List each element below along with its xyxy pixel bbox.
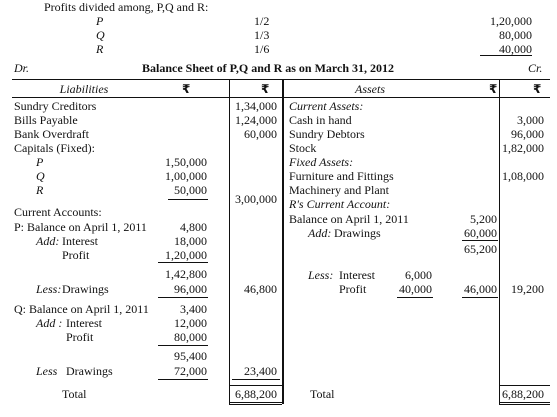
fixed-assets-label: Fixed Assets: (289, 155, 354, 169)
profit-amount-q: 80,000 (499, 28, 532, 42)
liabilities-total-amount: 6,88,200 (235, 387, 277, 401)
liabilities-total-label: Total (62, 387, 87, 401)
p-drawings-rule (158, 297, 208, 298)
profits-title: Profits divided among, P,Q and R: (44, 0, 209, 14)
capital-q-label: Q (36, 169, 45, 183)
p-balance-amount: 4,800 (180, 220, 207, 234)
assets-total-label: Total (310, 387, 335, 401)
q-drawings-amount: 72,000 (174, 364, 207, 378)
capitals-total-amount: 3,00,000 (235, 192, 277, 206)
r-drawings-amount: 60,000 (464, 226, 497, 240)
p-subtotal-amount: 1,42,800 (165, 267, 207, 281)
q-balance-label: Q: Balance on April 1, 2011 (14, 302, 149, 316)
q-subtotal-amount: 95,400 (174, 349, 207, 363)
furniture-label: Furniture and Fittings (289, 169, 394, 183)
liab-total-double-rule (229, 404, 282, 405)
stock-amount: 1,82,000 (502, 141, 544, 155)
p-drawings-amount: 96,000 (174, 282, 207, 296)
r-deduction-rule (462, 297, 498, 298)
p-drawings-label: Drawings (62, 282, 109, 296)
cash-in-hand-amount: 3,000 (517, 113, 544, 127)
sundry-debtors-amount: 96,000 (511, 127, 544, 141)
center-divider-rule (283, 79, 284, 404)
p-less-label: Less: (36, 282, 62, 296)
profit-partner-q: Q (96, 28, 105, 42)
r-balance-label: Balance on April 1, 2011 (289, 212, 409, 226)
capitals-label: Capitals (Fixed): (14, 141, 95, 155)
bills-payable-label: Bills Payable (14, 113, 78, 127)
furniture-amount: 1,08,000 (502, 169, 544, 183)
r-deduction-amount: 46,000 (464, 282, 497, 296)
q-less-label: Less (36, 364, 58, 378)
p-profit-amount: 1,20,000 (165, 248, 207, 262)
r-interest-amount: 6,000 (405, 268, 432, 282)
profit-ratio-p: 1/2 (254, 14, 270, 28)
q-subtotal-rule (158, 345, 208, 346)
r-profit-label: Profit (339, 282, 367, 296)
profit-underline (480, 55, 532, 56)
bank-overdraft-label: Bank Overdraft (14, 127, 89, 141)
r-profit-rule (397, 297, 433, 298)
capital-underline (168, 199, 208, 200)
r-drawings-label: Drawings (334, 226, 381, 240)
p-add-label: Add: (36, 234, 60, 248)
assets-total-bottom-rule (499, 402, 550, 403)
liab-total-bottom-rule (229, 402, 282, 403)
q-interest-label: Interest (66, 316, 102, 330)
liabilities-header: Liabilities (59, 82, 109, 96)
sundry-debtors-label: Sundry Debtors (289, 127, 365, 141)
r-drawings-rule (462, 240, 498, 241)
q-drawings-label: Drawings (66, 364, 113, 378)
balance-sheet-title: Balance Sheet of P,Q and R as on March 31, 2012 (142, 61, 395, 75)
r-subtotal-amount: 65,200 (464, 242, 497, 256)
p-interest-label: Interest (62, 234, 98, 248)
capital-p-amount: 1,50,000 (165, 155, 207, 169)
assets-total-amount: 6,88,200 (502, 387, 544, 401)
sundry-creditors-amount: 1,34,000 (235, 99, 277, 113)
p-balance-label: P: Balance on April 1, 2011 (14, 220, 147, 234)
q-interest-amount: 12,000 (174, 316, 207, 330)
p-profit-label: Profit (62, 248, 90, 262)
liab-total-top-rule (229, 385, 282, 386)
profit-amount-p: 1,20,000 (490, 14, 532, 28)
dr-label: Dr. (14, 61, 30, 75)
r-current-account-label: R's Current Account: (289, 197, 391, 211)
liab-column-rule (232, 379, 280, 380)
header-bottom-rule (12, 97, 550, 98)
bank-overdraft-amount: 60,000 (244, 127, 277, 141)
assets-header: Assets (355, 82, 385, 96)
profit-partner-p: P (96, 14, 104, 28)
capital-p-label: P (36, 155, 44, 169)
assets-total-top-rule (499, 385, 550, 386)
machinery-label: Machinery and Plant (289, 183, 389, 197)
header-top-rule (12, 79, 550, 80)
r-less-label: Less: (308, 268, 334, 282)
r-balance-amount: 5,200 (470, 212, 497, 226)
p-current-net-amount: 46,800 (244, 282, 277, 296)
cr-label: Cr. (528, 61, 543, 75)
profit-partner-r: R (96, 42, 104, 56)
current-accounts-label: Current Accounts: (14, 205, 102, 219)
r-profit-amount: 40,000 (399, 282, 432, 296)
q-drawings-rule (158, 379, 208, 380)
q-current-net-amount: 23,400 (244, 364, 277, 378)
q-profit-label: Profit (66, 330, 94, 344)
rupee-symbol-icon: ₹ (533, 82, 542, 96)
sundry-creditors-label: Sundry Creditors (14, 99, 97, 113)
capital-r-label: R (36, 183, 44, 197)
stock-label: Stock (289, 141, 317, 155)
q-balance-amount: 3,400 (180, 302, 207, 316)
rupee-symbol-icon: ₹ (261, 82, 270, 96)
p-subtotal-rule (158, 262, 208, 263)
capital-q-amount: 1,00,000 (165, 169, 207, 183)
q-add-label: Add : (36, 316, 63, 330)
cash-in-hand-label: Cash in hand (289, 113, 352, 127)
rupee-symbol-icon: ₹ (182, 82, 191, 96)
profit-ratio-r: 1/6 (254, 42, 270, 56)
r-add-label: Add: (308, 226, 332, 240)
profit-ratio-q: 1/3 (254, 28, 270, 42)
rupee-symbol-icon: ₹ (489, 82, 498, 96)
p-interest-amount: 18,000 (174, 234, 207, 248)
bills-payable-amount: 1,24,000 (235, 113, 277, 127)
profit-amount-r: 40,000 (499, 42, 532, 56)
q-profit-amount: 80,000 (174, 330, 207, 344)
current-assets-label: Current Assets: (289, 99, 364, 113)
r-current-net-amount: 19,200 (511, 282, 544, 296)
assets-total-double-rule (499, 404, 550, 405)
capital-r-amount: 50,000 (174, 183, 207, 197)
r-interest-label: Interest (339, 268, 375, 282)
